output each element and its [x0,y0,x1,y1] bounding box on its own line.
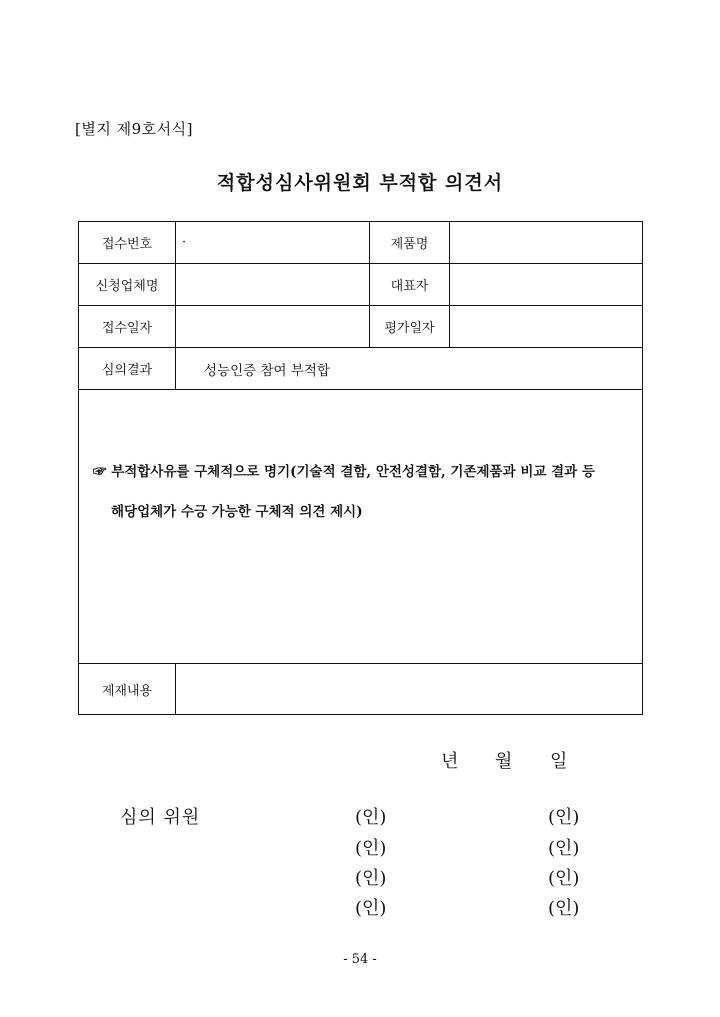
seal-mark: (인) [355,807,387,828]
evaluation-date-label: 평가일자 [370,306,450,348]
seal-mark: (인) [548,807,580,828]
seal-mark: (인) [355,868,387,889]
committee-members-label: 심의 위원 [120,807,201,828]
product-name-label: 제품명 [370,222,450,264]
sanction-label: 제재내용 [79,664,176,715]
seal-mark: (인) [548,868,580,889]
sanction-field[interactable] [176,664,643,715]
reception-date-label: 접수일자 [79,306,176,348]
applicant-label: 신청업체명 [79,264,176,306]
page-number: - 54 - [343,952,377,967]
table-row [79,664,643,715]
table-row [79,222,643,264]
seal-mark: (인) [355,838,387,859]
seal-mark: (인) [548,838,580,859]
reception-number-label: 접수번호 [79,222,176,264]
table-row [79,390,643,664]
reason-detail-area[interactable] [79,390,643,664]
form-number: [별지 제9호서식] [75,120,193,138]
instruction-line-1: ☞ 부적합사유를 구체적으로 명기(기술적 결함, 안전성결함, 기존제품과 비교 결과 등 [93,464,595,480]
result-value[interactable]: 성능인증 참여 부적합 [176,348,643,390]
table-row [79,348,643,390]
product-name-field[interactable] [450,222,643,264]
instruction-line-2: 해당업체가 수긍 가능한 구체적 의견 제시) [111,504,363,520]
seal-mark: (인) [355,898,387,919]
representative-label: 대표자 [370,264,450,306]
date-year: 년 [441,751,459,772]
date-month: 월 [495,751,513,772]
representative-field[interactable] [450,264,643,306]
date-day: 일 [550,751,568,772]
opinion-form-table [78,221,643,715]
document-title: 적합성심사위원회 부적합 의견서 [216,172,504,194]
evaluation-date-field[interactable] [450,306,643,348]
table-row [79,264,643,306]
table-row [79,306,643,348]
applicant-field[interactable] [176,264,370,306]
result-label: 심의결과 [79,348,176,390]
reception-date-field[interactable] [176,306,370,348]
seal-mark: (인) [548,898,580,919]
reception-number-field[interactable]: · [176,222,370,264]
